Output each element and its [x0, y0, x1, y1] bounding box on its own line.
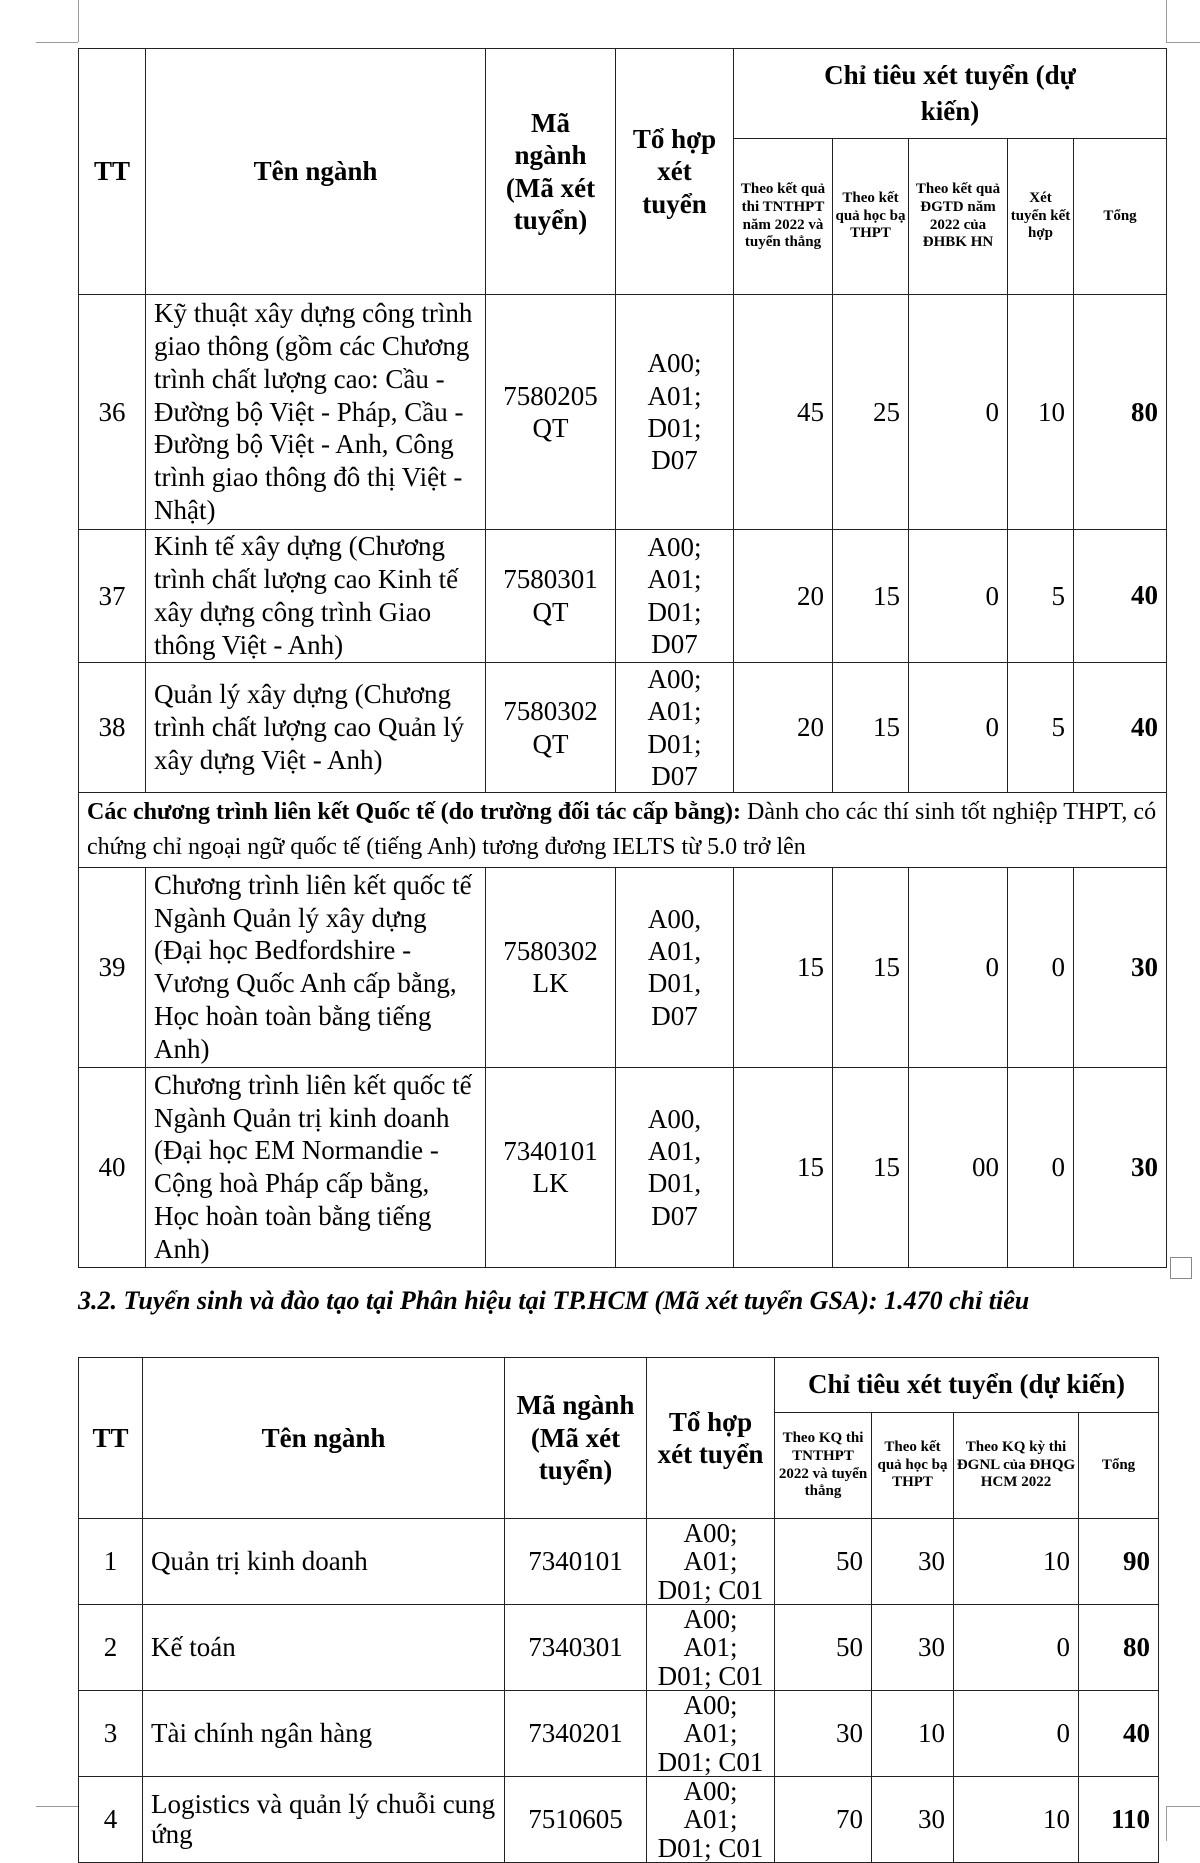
row-tong: 110 — [1079, 1777, 1159, 1863]
row-v1: 20 — [734, 530, 833, 663]
section-note — [79, 793, 1167, 868]
row-tong: 30 — [1074, 867, 1167, 1067]
section-note-bold: Các chương trình liên kết Quốc tế (do trường đối tác cấp bằng): — [87, 799, 742, 826]
header-ten-nganh: Tên ngành — [143, 1358, 505, 1519]
row-name: Logistics và quản lý chuỗi cung ứng — [143, 1777, 505, 1863]
row-v1: 15 — [734, 1067, 833, 1267]
row-v3: 0 — [954, 1691, 1079, 1777]
row-v2: 15 — [833, 530, 909, 663]
header-sub-dgnl: Theo KQ kỳ thi ĐGNL của ĐHQG HCM 2022 — [954, 1413, 1079, 1519]
header-ma-nganh: Mã ngành (Mã xét tuyển) — [505, 1358, 647, 1519]
row-ma-nganh: 7340101 LK — [486, 1067, 616, 1267]
header-sub-tong: Tổng — [1079, 1413, 1159, 1519]
header-chi-tieu: Chỉ tiêu xét tuyển (dự kiến) — [734, 49, 1167, 139]
row-v3: 10 — [954, 1777, 1079, 1863]
row-name: Kế toán — [143, 1605, 505, 1691]
row-v1: 70 — [775, 1777, 872, 1863]
header-sub-dgtd: Theo kết quả ĐGTD năm 2022 của ĐHBK HN — [909, 139, 1008, 295]
header-chi-tieu: Chỉ tiêu xét tuyển (dự kiến) — [775, 1358, 1159, 1413]
header-sub-tong: Tổng — [1074, 139, 1167, 295]
crop-mark-bottom-left-h — [36, 1806, 78, 1807]
crop-mark-bottom-right-h — [1166, 1806, 1200, 1807]
row-v4: 5 — [1008, 530, 1074, 663]
table2-header-row-1 — [79, 1358, 1159, 1413]
crop-mark-top-left-h — [36, 42, 78, 43]
crop-mark-top-right-h — [1166, 42, 1200, 43]
row-v2: 15 — [833, 867, 909, 1067]
section-caption: 3.2. Tuyển sinh và đào tạo tại Phân hiệu tại TP.HCM (Mã xét tuyển GSA): 1.470 chỉ tiêu — [78, 1286, 1030, 1315]
row-v3: 00 — [909, 1067, 1008, 1267]
row-tong: 40 — [1074, 662, 1167, 793]
header-to-hop: Tổ hợp xét tuyển — [616, 49, 734, 295]
row-to-hop: A00; A01; D01; D07 — [616, 295, 734, 530]
row-v3: 10 — [954, 1519, 1079, 1605]
row-tt: 2 — [79, 1605, 143, 1691]
row-v2: 25 — [833, 295, 909, 530]
header-ma-nganh: Mã ngành (Mã xét tuyển) — [486, 49, 616, 295]
table-row — [79, 662, 1167, 793]
section-row — [79, 793, 1167, 868]
row-v3: 0 — [954, 1605, 1079, 1691]
row-ma-nganh: 7580301 QT — [486, 530, 616, 663]
table-row — [79, 1067, 1167, 1267]
row-tt: 1 — [79, 1519, 143, 1605]
crop-mark-bottom-right-v — [1166, 1806, 1167, 1841]
row-v1: 20 — [734, 662, 833, 793]
row-v4: 5 — [1008, 662, 1074, 793]
row-ma-nganh: 7510605 — [505, 1777, 647, 1863]
header-sub-ket-hop: Xét tuyển kết hợp — [1008, 139, 1074, 295]
row-tong: 90 — [1079, 1519, 1159, 1605]
row-name: Chương trình liên kết quốc tế Ngành Quản lý xây dựng (Đại học Bedfordshire - Vương Quốc Anh cấp bằng, Học hoàn toàn bằng tiếng Anh) — [146, 867, 486, 1067]
header-tt: TT — [79, 49, 146, 295]
row-v3: 0 — [909, 662, 1008, 793]
crop-mark-top-left-v — [78, 0, 79, 42]
row-name: Kỹ thuật xây dựng công trình giao thông (gồm các Chương trình chất lượng cao: Cầu - Đường bộ Việt - Pháp, Cầu - Đường bộ Việt - Anh, Công trình giao thông đô thị Việt - Nhật) — [146, 295, 486, 530]
row-v2: 30 — [872, 1605, 954, 1691]
row-v2: 10 — [872, 1691, 954, 1777]
row-name: Kinh tế xây dựng (Chương trình chất lượng cao Kinh tế xây dựng công trình Giao thông Việt - Anh) — [146, 530, 486, 663]
row-ma-nganh: 7340101 — [505, 1519, 647, 1605]
row-ma-nganh: 7580302 QT — [486, 662, 616, 793]
row-v4: 0 — [1008, 867, 1074, 1067]
row-tt: 40 — [79, 1067, 146, 1267]
header-to-hop: Tổ hợp xét tuyển — [647, 1358, 775, 1519]
row-v2: 30 — [872, 1777, 954, 1863]
row-to-hop: A00; A01; D01; C01 — [647, 1605, 775, 1691]
row-tt: 3 — [79, 1691, 143, 1777]
row-tt: 36 — [79, 295, 146, 530]
row-to-hop: A00; A01; D01; D07 — [616, 530, 734, 663]
row-to-hop: A00; A01; D01; D07 — [616, 662, 734, 793]
table-row — [79, 295, 1167, 530]
row-v1: 30 — [775, 1691, 872, 1777]
table-row — [79, 867, 1167, 1067]
header-sub-hoc-ba: Theo kết quả học bạ THPT — [833, 139, 909, 295]
row-v1: 15 — [734, 867, 833, 1067]
row-v3: 0 — [909, 530, 1008, 663]
row-tong: 80 — [1079, 1605, 1159, 1691]
row-name: Tài chính ngân hàng — [143, 1691, 505, 1777]
table-row — [79, 1605, 1159, 1691]
row-tong: 80 — [1074, 295, 1167, 530]
row-tt: 37 — [79, 530, 146, 663]
row-ma-nganh: 7340201 — [505, 1691, 647, 1777]
row-ma-nganh: 7580302 LK — [486, 867, 616, 1067]
row-v3: 0 — [909, 867, 1008, 1067]
row-v1: 50 — [775, 1605, 872, 1691]
row-v1: 45 — [734, 295, 833, 530]
header-sub-thi-tnthpt: Theo kết quả thi TNTHPT năm 2022 và tuyển thẳng — [734, 139, 833, 295]
header-sub-thi-tnthpt: Theo KQ thi TNTHPT 2022 và tuyển thẳng — [775, 1413, 872, 1519]
table1-header-row-1 — [79, 49, 1167, 139]
row-ma-nganh: 7340301 — [505, 1605, 647, 1691]
table-row — [79, 1777, 1159, 1863]
row-to-hop: A00, A01, D01, D07 — [616, 1067, 734, 1267]
table-row — [79, 530, 1167, 663]
row-v2: 15 — [833, 662, 909, 793]
row-tt: 39 — [79, 867, 146, 1067]
row-v2: 30 — [872, 1519, 954, 1605]
row-v1: 50 — [775, 1519, 872, 1605]
paragraph-end-marker — [1170, 1257, 1192, 1279]
row-to-hop: A00; A01; D01; C01 — [647, 1691, 775, 1777]
row-name: Quản lý xây dựng (Chương trình chất lượng cao Quản lý xây dựng Việt - Anh) — [146, 662, 486, 793]
section-note-text: Dành cho các thí sinh tốt nghiệp THPT, có chứng chỉ ngoại ngữ quốc tế (tiếng Anh) tương đương IELTS từ 5.0 trở lên — [87, 799, 1157, 861]
row-ma-nganh: 7580205 QT — [486, 295, 616, 530]
row-tong: 40 — [1079, 1691, 1159, 1777]
row-v4: 0 — [1008, 1067, 1074, 1267]
row-to-hop: A00; A01; D01; C01 — [647, 1777, 775, 1863]
row-to-hop: A00; A01; D01; C01 — [647, 1519, 775, 1605]
row-tong: 40 — [1074, 530, 1167, 663]
admission-table-2 — [78, 1357, 1159, 1863]
crop-mark-top-right-v — [1166, 0, 1167, 42]
header-ten-nganh: Tên ngành — [146, 49, 486, 295]
row-v4: 10 — [1008, 295, 1074, 530]
table-row — [79, 1691, 1159, 1777]
row-to-hop: A00, A01, D01, D07 — [616, 867, 734, 1067]
table-row — [79, 1519, 1159, 1605]
row-tt: 4 — [79, 1777, 143, 1863]
row-tt: 38 — [79, 662, 146, 793]
row-v3: 0 — [909, 295, 1008, 530]
row-tong: 30 — [1074, 1067, 1167, 1267]
row-v2: 15 — [833, 1067, 909, 1267]
header-sub-hoc-ba: Theo kết quả học bạ THPT — [872, 1413, 954, 1519]
header-tt: TT — [79, 1358, 143, 1519]
admission-table-1 — [78, 48, 1167, 1268]
row-name: Quản trị kinh doanh — [143, 1519, 505, 1605]
row-name: Chương trình liên kết quốc tế Ngành Quản trị kinh doanh (Đại học EM Normandie - Cộng hoà Pháp cấp bằng, Học hoàn toàn bằng tiếng Anh) — [146, 1067, 486, 1267]
